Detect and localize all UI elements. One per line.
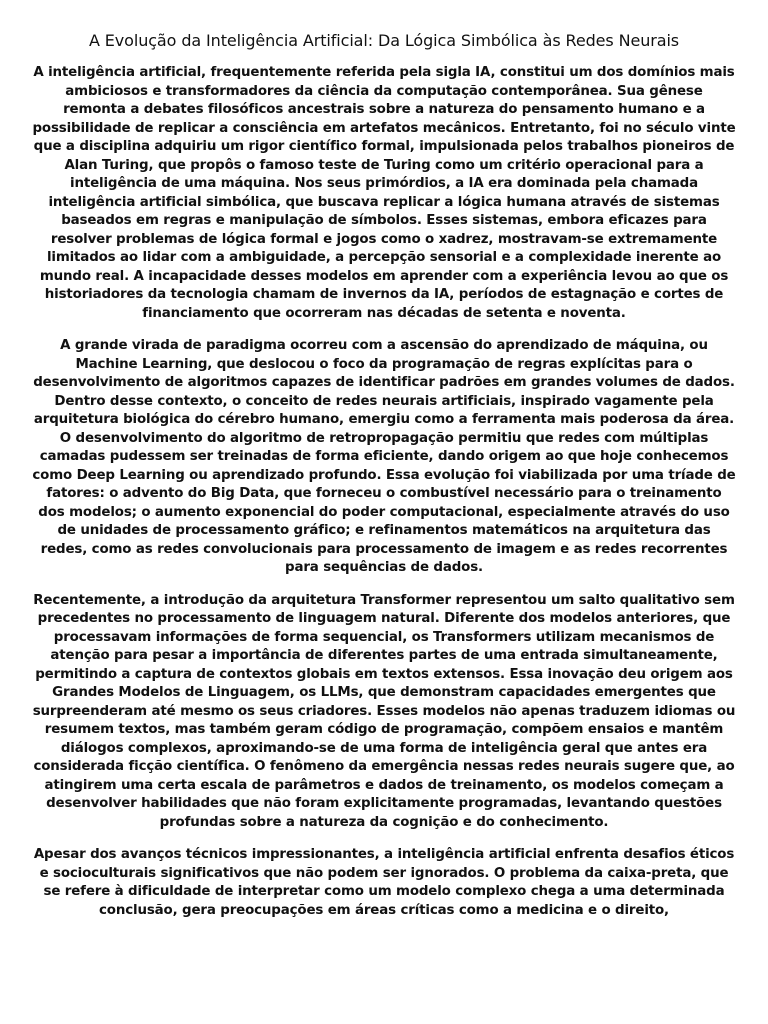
paragraph-4: Apesar dos avanços técnicos impressionantes, a inteligência artificial enfrenta desafios éticos e socioculturais significativos que não podem ser ignorados. O problema da caixa-preta, que se refere à dificuldade de interpretar como um modelo complexo chega a uma determinada conclusão, gera preocupações em áreas críticas como a medicina e o direito, xyxy=(33,847,735,918)
paragraph-2: A grande virada de paradigma ocorreu com a ascensão do aprendizado de máquina, ou Machine Learning, que deslocou o foco da programação de regras explícitas para o desenvolvimento de algoritmos capazes de identificar padrões em grandes volumes de dados. Dentro desse contexto, o conceito de redes neurais artificiais, inspirado vagamente pela arquitetura biológica do cérebro humano, emergiu como a ferramenta mais poderosa da área. O desenvolvimento do algoritmo de retropropagação permitiu que redes com múltiplas camadas pudessem ser treinadas de forma eficiente, dando origem ao que hoje conhecemos como Deep Learning ou aprendizado profundo. Essa evolução foi viabilizada por uma tríade de fatores: o advento do Big Data, que forneceu o combustível necessário para o treinamento dos modelos; o aumento exponencial do poder computacional, especialmente através do uso de unidades de processamento gráfico; e refinamentos matemáticos na arquitetura das redes, como as redes convolucionais para processamento de imagem e as redes recorrentes para sequências de dados. xyxy=(32,338,736,575)
document-title: A Evolução da Inteligência Artificial: Da Lógica Simbólica às Redes Neurais xyxy=(88,31,680,50)
document-page xyxy=(32,30,736,934)
paragraph-1: A inteligência artificial, frequentemente referida pela sigla IA, constitui um dos domínios mais ambiciosos e transformadores da ciência da computação contemporânea. Sua gênese remonta a debates filosóficos ancestrais sobre a natureza do pensamento humano e a possibilidade de replicar a consciência em artefatos mecânicos. Entretanto, foi no século vinte que a disciplina adquiriu um rigor científico formal, impulsionada pelos trabalhos pioneiros de Alan Turing, que propôs o famoso teste de Turing como um critério operacional para a inteligência de uma máquina. Nos seus primórdios, a IA era dominada pela chamada inteligência artificial simbólica, que buscava replicar a lógica humana através de sistemas baseados em regras e manipulação de símbolos. Esses sistemas, embora eficazes para resolver problemas de lógica formal e jogos como o xadrez, mostravam-se extremamente limitados ao lidar com a ambiguidade, a percepção sensorial e a complexidade inerente ao mundo real. A incapacidade desses modelos em aprender com a experiência levou ao que os historiadores da tecnologia chamam de invernos da IA, períodos de estagnação e cortes de financiamento que ocorreram nas décadas de setenta e noventa. xyxy=(32,65,736,321)
paragraph-3: Recentemente, a introdução da arquitetura Transformer representou um salto qualitativo sem precedentes no processamento de linguagem natural. Diferente dos modelos anteriores, que processavam informações de forma sequencial, os Transformers utilizam mecanismos de atenção para pesar a importância de diferentes partes de uma entrada simultaneamente, permitindo a captura de contextos globais em textos extensos. Essa inovação deu origem aos Grandes Modelos de Linguagem, os LLMs, que demonstram capacidades emergentes que surpreenderam até mesmo os seus criadores. Esses modelos não apenas traduzem idiomas ou resumem textos, mas também geram código de programação, compõem ensaios e mantêm diálogos complexos, aproximando-se de uma forma de inteligência geral que antes era considerada ficção científica. O fenômeno da emergência nessas redes neurais sugere que, ao atingirem uma certa escala de parâmetros e dados de treinamento, os modelos começam a desenvolver habilidades que não foram explicitamente programadas, levantando questões profundas sobre a natureza da cognição e do conhecimento. xyxy=(32,592,736,830)
